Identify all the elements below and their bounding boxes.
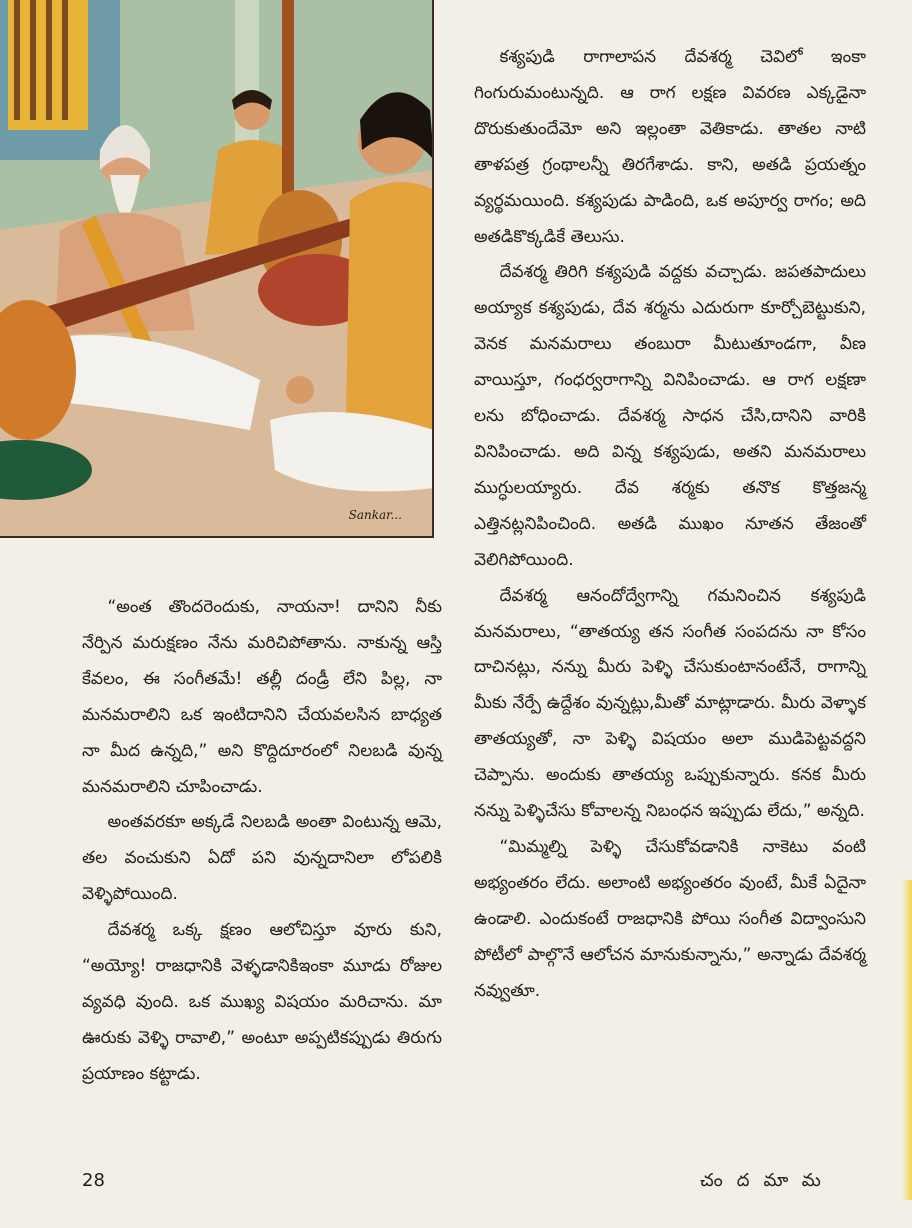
right-text-column xyxy=(474,40,866,1009)
paragraph: “మిమ్మల్ని పెళ్ళి చేసుకోవడానికి నాకెటు వంటి అభ్యంతరం లేదు. అలాంటి అభ్యంతరం వుంటే, మీకే ఏదైనా ఉండాలి. ఎందుకంటే రాజధానికి పోయి సంగీత విద్వాంసుని పోటీలో పాల్గొనే ఆలోచన మానుకున్నాను,” అన్నాడు దేవశర్మ నవ్వుతూ. xyxy=(474,836,866,1001)
paragraph: దేవశర్మ ఆనందోద్వేగాన్ని గమనించిన కశ్యపుడి మనమరాలు, “తాతయ్య తన సంగీత సంపదను నా కోసం దాచినట్లు, నన్ను మీరు పెళ్ళి చేసుకుంటానంటేనే, రాగాన్ని మీకు నేర్పే ఉద్దేశం వున్నట్లు,మీతో మాట్లాడారు. మీరు వెళ్ళాక తాతయ్యతో, నా పెళ్ళి విషయం అలా ముడిపెట్టవద్దని చెప్పాను. అందుకు తాతయ్య ఒప్పుకున్నారు. కనక మీరు నన్ను పెళ్ళిచేసు కోవాలన్న నిబంధన ఇప్పుడు లేదు,” అన్నది. xyxy=(474,585,866,822)
paragraph: దేవశర్మ ఒక్క క్షణం ఆలోచిస్తూ వూరు కుని, “అయ్యో! రాజధానికి వెళ్ళడానికిఇంకా మూడు రోజుల వ్యవధి వుంది. ఒక ముఖ్య విషయం మరిచాను. మా ఊరుకు వెళ్ళి రావాలి,” అంటూ అప్పటికప్పుడు తిరుగు ప్రయాణం కట్టాడు. xyxy=(82,920,442,1084)
page-edge-stain xyxy=(902,880,912,1200)
left-text-column xyxy=(82,590,442,1093)
paragraph: దేవశర్మ తిరిగి కశ్యపుడి వద్దకు వచ్చాడు. జపతపాదులు అయ్యాక కశ్యపుడు, దేవ శర్మను ఎదురుగా కూర్చోబెట్టుకుని, వెనక మనమరాలు తంబురా మీటుతూండగా, వీణ వాయిస్తూ, గంధర్వరాగాన్ని వినిపించాడు. ఆ రాగ లక్షణా లను బోధించాడు. దేవశర్మ సాధన చేసి,దానిని వారికి వినిపించాడు. అది విన్న కశ్యపుడు, అతని మనమరాలు ముగ్ధులయ్యారు. దేవ శర్మకు తనొక కొత్తజన్మ ఎత్తినట్లనిపించింది. అతడి ముఖం నూతన తేజంతో వెలిగిపోయింది. xyxy=(474,262,866,570)
paragraph: కశ్యపుడి రాగాలాపన దేవశర్మ చెవిలో ఇంకా గింగురుమంటున్నది. ఆ రాగ లక్షణ వివరణ ఎక్కడైనా దొరుకుతుందేమో అని ఇల్లంతా వెతికాడు. తాతల నాటి తాళపత్ర గ్రంథాలన్నీ తిరగేశాడు. కాని, అతడి ప్రయత్నం వ్యర్థమయింది. కశ్యపుడు పాడింది, ఒక అపూర్వ రాగం; అది అతడికొక్కడికే తెలుసు. xyxy=(474,47,866,247)
paragraph: “అంత తొందరెందుకు, నాయనా! దానిని నీకు నేర్పిన మరుక్షణం నేను మరిచిపోతాను. నాకున్న ఆస్తి కేవలం, ఈ సంగీతమే! తల్లీ దండ్రీ లేని పిల్ల, నా మనమరాలిని ఒక ఇంటిదానిని చేయవలసిన బాధ్యత నా మీద ఉన్నది,” అని కొద్దిదూరంలో నిలబడి వున్న మనమరాలిని చూపించాడు. xyxy=(82,597,442,797)
page-number: 28 xyxy=(82,1170,105,1191)
magazine-name: చందమామ xyxy=(700,1170,835,1191)
artist-signature: Sankar... xyxy=(348,508,402,522)
story-illustration xyxy=(0,0,434,538)
paragraph: అంతవరకూ అక్కడే నిలబడి అంతా వింటున్న ఆమె, తల వంచుకుని ఏదో పని వున్నదానిలా లోపలికి వెళ్ళిపోయింది. xyxy=(82,812,442,905)
illustration-artwork xyxy=(0,0,434,538)
